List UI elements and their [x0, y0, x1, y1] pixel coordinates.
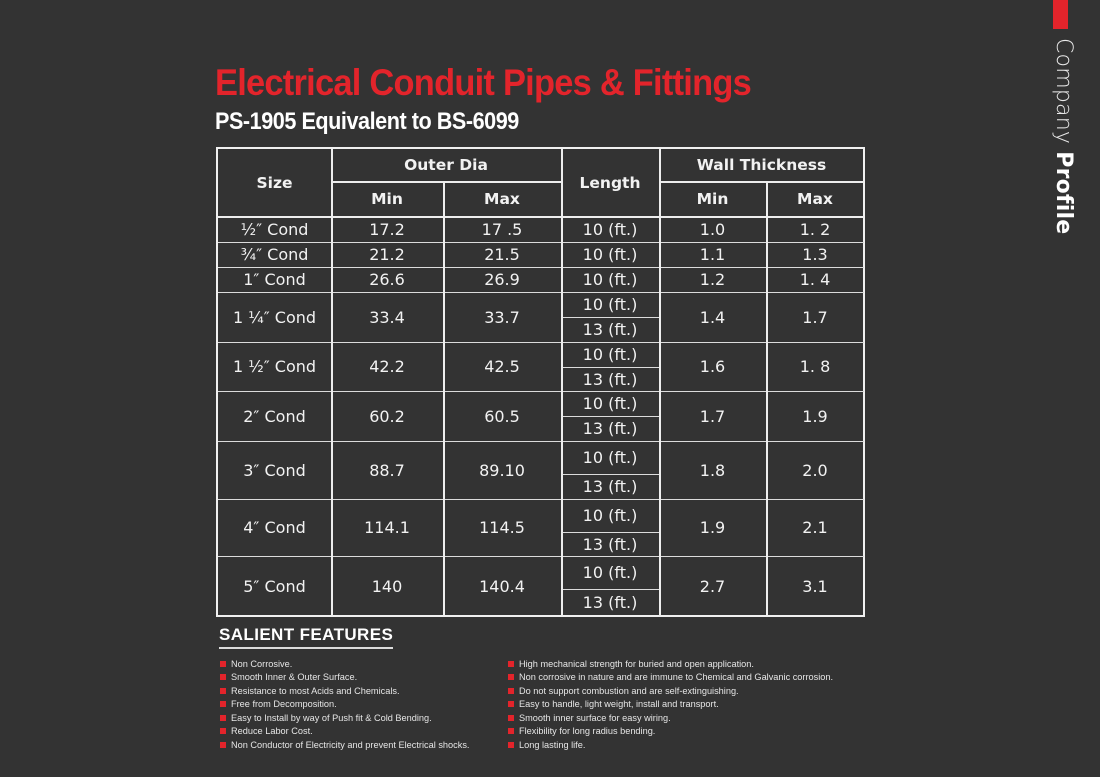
- bullet-square-icon: [220, 674, 226, 680]
- feature-text: Do not support combustion and are self-extinguishing.: [519, 685, 739, 696]
- feature-text: Reduce Labor Cost.: [231, 726, 313, 737]
- page-subtitle: PS-1905 Equivalent to BS-6099: [215, 108, 519, 135]
- feature-text: Easy to Install by way of Push fit & Cold Bending.: [231, 712, 432, 723]
- cell-od-min: 42.2: [369, 357, 405, 376]
- bullet-square-icon: [508, 742, 514, 748]
- feature-text: High mechanical strength for buried and open application.: [519, 658, 754, 669]
- feature-item: [508, 684, 833, 698]
- features-list-right: [508, 657, 833, 752]
- feature-item: [220, 657, 469, 671]
- table-divider: [563, 589, 659, 590]
- cell-length: 10 (ft.): [582, 245, 638, 264]
- feature-text: Smooth inner surface for easy wiring.: [519, 712, 671, 723]
- cell-od-max: 89.10: [479, 460, 525, 480]
- features-title: SALIENT FEATURES: [219, 625, 393, 649]
- bullet-square-icon: [220, 715, 226, 721]
- bullet-square-icon: [508, 715, 514, 721]
- bullet-square-icon: [508, 701, 514, 707]
- cell-od-max: 33.7: [484, 307, 520, 327]
- cell-size: ¾″ Cond: [240, 245, 309, 264]
- table-divider: [766, 181, 768, 616]
- bullet-square-icon: [220, 688, 226, 694]
- feature-text: Smooth Inner & Outer Surface.: [231, 672, 358, 683]
- table-divider: [563, 474, 659, 475]
- cell-od-max: 21.5: [484, 245, 520, 264]
- feature-item: [220, 698, 469, 712]
- feature-item: [220, 671, 469, 685]
- bullet-square-icon: [220, 661, 226, 667]
- table-divider: [443, 181, 445, 616]
- cell-length: 13 (ft.): [582, 320, 638, 339]
- cell-length: 13 (ft.): [582, 593, 638, 612]
- cell-wt-max: 2.0: [802, 460, 828, 480]
- feature-text: Free from Decomposition.: [231, 699, 337, 710]
- cell-wt-min: 1.2: [699, 270, 726, 289]
- page-title: Electrical Conduit Pipes & Fittings: [215, 62, 752, 103]
- header-length: Length: [579, 173, 641, 192]
- cell-size: 5″ Cond: [243, 576, 306, 596]
- cell-wt-max: 2.1: [802, 518, 828, 537]
- feature-item: [508, 738, 833, 752]
- feature-item: [220, 684, 469, 698]
- feature-text: Non Conductor of Electricity and prevent Electrical shocks.: [231, 739, 470, 750]
- cell-wt-min: 1.9: [699, 518, 726, 537]
- cell-size: 1 ½″ Cond: [232, 357, 317, 376]
- cell-od-min: 114.1: [364, 518, 410, 537]
- cell-length: 13 (ft.): [582, 477, 638, 496]
- cell-length: 10 (ft.): [582, 563, 638, 582]
- cell-od-max: 60.5: [484, 406, 520, 426]
- cell-wt-min: 1.8: [699, 460, 726, 480]
- feature-text: Easy to handle, light weight, install and transport.: [519, 699, 719, 710]
- table-divider: [563, 416, 659, 417]
- cell-wt-min: 1.4: [699, 307, 726, 327]
- cell-wt-min: 2.7: [699, 576, 726, 596]
- cell-length: 10 (ft.): [582, 295, 638, 314]
- feature-item: [220, 711, 469, 725]
- header-od-min: Min: [371, 189, 403, 208]
- header-od-max: Max: [484, 189, 520, 208]
- cell-length: 13 (ft.): [582, 419, 638, 438]
- bullet-square-icon: [220, 701, 226, 707]
- table-divider: [331, 181, 561, 183]
- feature-text: Non corrosive in nature and are immune to Chemical and Galvanic corrosion.: [519, 672, 834, 683]
- cell-wt-min: 1.0: [699, 219, 726, 239]
- table-divider: [563, 532, 659, 533]
- cell-od-max: 140.4: [479, 576, 525, 596]
- feature-item: [220, 725, 469, 739]
- table-divider: [563, 317, 659, 318]
- cell-size: 2″ Cond: [243, 406, 306, 426]
- cell-length: 10 (ft.): [582, 506, 638, 525]
- table-divider: [561, 149, 563, 616]
- cell-wt-max: 1. 8: [799, 357, 831, 376]
- cell-size: ½″ Cond: [240, 219, 309, 239]
- feature-text: Resistance to most Acids and Chemicals.: [231, 685, 400, 696]
- cell-wt-min: 1.7: [699, 406, 726, 426]
- header-wt-min: Min: [696, 189, 729, 208]
- header-size: Size: [256, 173, 293, 192]
- bullet-square-icon: [220, 742, 226, 748]
- cell-od-max: 17 .5: [481, 219, 523, 239]
- cell-wt-min: 1.6: [699, 357, 726, 376]
- cell-length: 13 (ft.): [582, 369, 638, 389]
- table-divider: [331, 149, 333, 616]
- cell-length: 10 (ft.): [582, 270, 638, 289]
- bullet-square-icon: [220, 728, 226, 734]
- spec-table: [216, 147, 865, 617]
- cell-od-min: 26.6: [369, 270, 405, 289]
- cell-wt-min: 1.1: [699, 245, 726, 264]
- side-label-light: Company: [1051, 38, 1076, 145]
- cell-wt-max: 3.1: [802, 576, 828, 596]
- feature-text: Flexibility for long radius bending.: [519, 726, 656, 737]
- cell-size: 1 ¼″ Cond: [232, 307, 317, 327]
- cell-size: 3″ Cond: [243, 460, 306, 480]
- feature-item: [220, 738, 469, 752]
- side-label-bold: Profile: [1051, 151, 1076, 235]
- header-wall-thickness: Wall Thickness: [696, 156, 827, 174]
- cell-length: 13 (ft.): [582, 534, 638, 554]
- table-divider: [659, 181, 864, 183]
- cell-od-min: 60.2: [369, 406, 405, 426]
- cell-wt-max: 1.7: [802, 307, 828, 327]
- cell-length: 10 (ft.): [582, 219, 638, 239]
- bullet-square-icon: [508, 728, 514, 734]
- cell-od-min: 21.2: [369, 245, 405, 264]
- feature-text: Non Corrosive.: [231, 658, 293, 669]
- feature-item: [508, 657, 833, 671]
- accent-bar: [1053, 0, 1068, 29]
- cell-od-min: 140: [371, 576, 403, 596]
- cell-length: 10 (ft.): [582, 345, 638, 364]
- bullet-square-icon: [508, 674, 514, 680]
- cell-od-min: 88.7: [369, 460, 405, 480]
- cell-length: 10 (ft.): [582, 448, 638, 467]
- cell-od-max: 42.5: [484, 357, 520, 376]
- table-divider: [563, 367, 659, 368]
- cell-size: 1″ Cond: [243, 270, 306, 289]
- cell-size: 4″ Cond: [243, 518, 306, 537]
- feature-item: [508, 698, 833, 712]
- header-outer-dia: Outer Dia: [404, 156, 488, 174]
- feature-item: [508, 711, 833, 725]
- feature-item: [508, 671, 833, 685]
- header-wt-max: Max: [797, 189, 833, 208]
- cell-od-max: 114.5: [479, 518, 525, 537]
- features-list-left: [220, 657, 469, 752]
- feature-text: Long lasting life.: [519, 739, 586, 750]
- feature-item: [508, 725, 833, 739]
- cell-wt-max: 1.9: [802, 406, 828, 426]
- cell-wt-max: 1. 2: [799, 219, 831, 239]
- cell-wt-max: 1. 4: [799, 270, 831, 289]
- cell-od-min: 17.2: [369, 219, 405, 239]
- cell-od-min: 33.4: [369, 307, 405, 327]
- cell-od-max: 26.9: [484, 270, 520, 289]
- table-divider: [659, 149, 661, 616]
- cell-length: 10 (ft.): [582, 394, 638, 413]
- cell-wt-max: 1.3: [802, 245, 828, 264]
- bullet-square-icon: [508, 688, 514, 694]
- bullet-square-icon: [508, 661, 514, 667]
- side-label: [1046, 38, 1076, 235]
